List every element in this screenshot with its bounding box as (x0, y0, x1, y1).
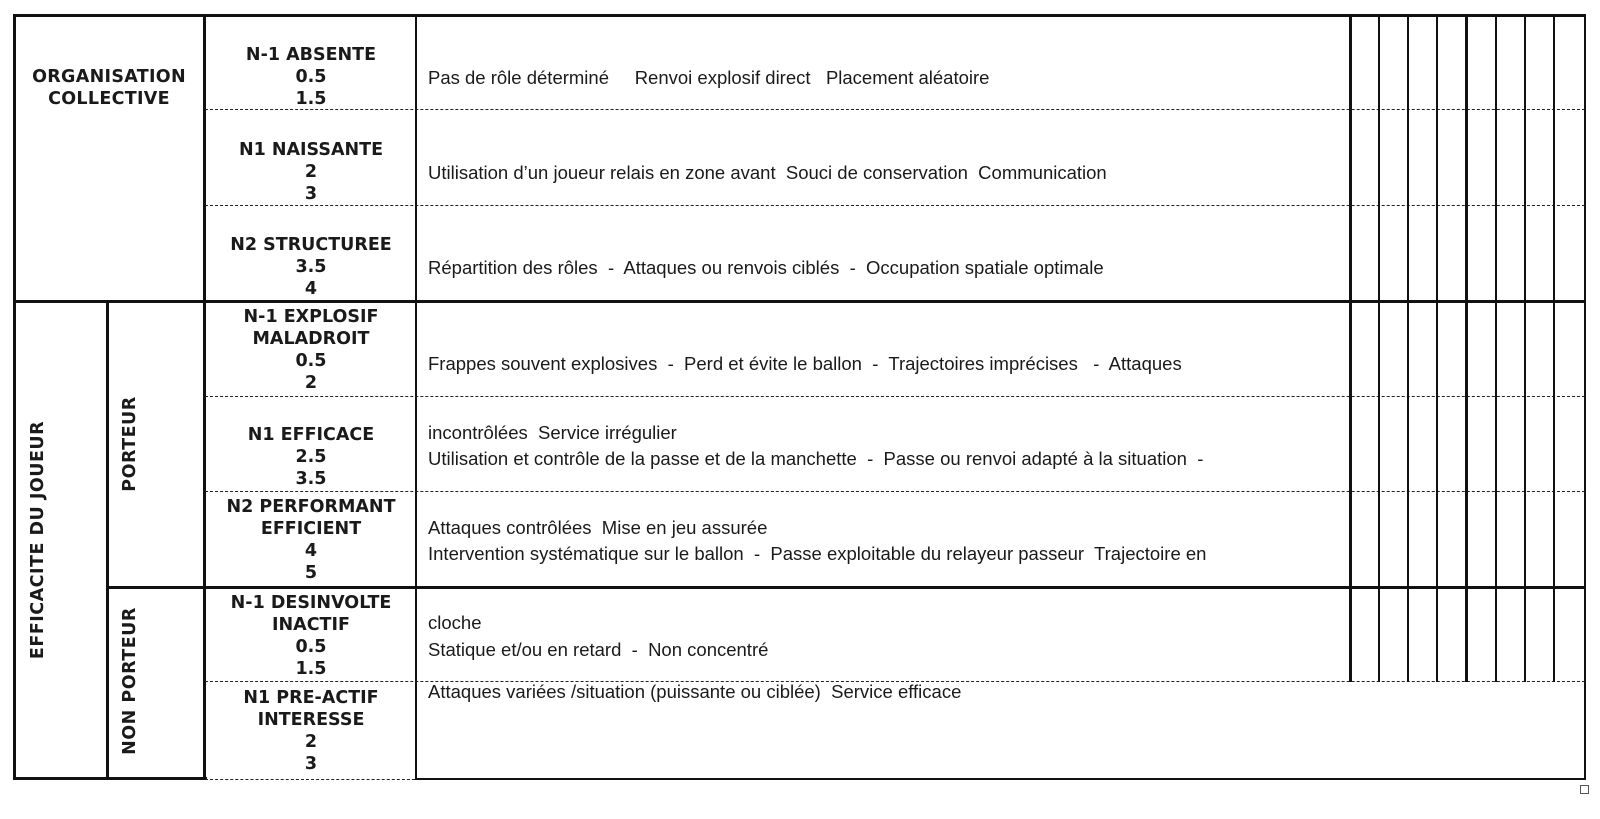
row-separator (205, 779, 415, 780)
score-column-line (1553, 14, 1555, 682)
description-line: Attaques variées /situation (puissante ou ciblée) Service efficace (428, 681, 962, 702)
score-column-line (1495, 14, 1497, 682)
level-score-min: 3.5 (295, 257, 327, 277)
level-cell (206, 687, 416, 775)
description-cell (428, 115, 1338, 207)
description-cell (428, 687, 1338, 756)
level-cell (206, 496, 416, 584)
level-score-min: 2 (304, 732, 318, 752)
level-cell (206, 234, 416, 300)
description-line: Utilisation d’un joueur relais en zone avant Souci de conservation Communication (428, 162, 1107, 183)
level-label: N1 PRE-ACTIF (243, 688, 379, 708)
level-label: N-1 ABSENTE (245, 45, 377, 65)
description-line: incontrôlées Service irrégulier (428, 422, 677, 443)
level-score-min: 0.5 (295, 67, 327, 87)
level-label: N-1 DESINVOLTE (230, 593, 392, 613)
category-organisation-collective: ORGANISATION COLLECTIVE (32, 67, 186, 109)
level-cell (206, 306, 416, 394)
category-efficacite-du-joueur: EFFICACITE DU JOUEUR (28, 420, 48, 660)
subcategory-divider (106, 302, 109, 780)
level-label: N1 NAISSANTE (238, 140, 384, 160)
level-score-min: 2 (304, 162, 318, 182)
level-sublabel: INTERESSE (257, 710, 365, 730)
level-sublabel: MALADROIT (252, 329, 370, 349)
level-score-max: 1.5 (295, 659, 327, 679)
score-column-line (1407, 14, 1409, 682)
description-line: Utilisation et contrôle de la passe et de la manchette - Passe ou renvoi adapté à la situation - (428, 448, 1204, 469)
level-cell (206, 139, 416, 205)
resize-handle[interactable] (1580, 785, 1589, 794)
level-cell (206, 424, 416, 490)
description-cell (428, 210, 1338, 302)
description-cell (428, 20, 1338, 112)
level-score-max: 3.5 (295, 469, 327, 489)
description-line: Pas de rôle déterminé Renvoi explosif direct Placement aléatoire (428, 67, 990, 88)
description-line: Intervention systématique sur le ballon - Passe exploitable du relayeur passeur Trajectoire en (428, 543, 1207, 564)
level-score-max: 1.5 (295, 89, 327, 109)
level-score-min: 0.5 (295, 351, 327, 371)
level-sublabel: INACTIF (272, 615, 350, 635)
description-line: Attaques contrôlées Mise en jeu assurée (428, 517, 768, 538)
description-line: Statique et/ou en retard - Non concentré (428, 639, 769, 660)
level-score-min: 0.5 (295, 637, 327, 657)
level-score-max: 5 (304, 563, 318, 583)
score-column-line (1465, 14, 1468, 682)
table-border-bottom (13, 777, 207, 780)
level-score-max: 4 (304, 279, 318, 299)
description-line: cloche (428, 612, 482, 633)
level-label: N1 EFFICACE (247, 425, 375, 445)
level-sublabel: EFFICIENT (260, 519, 362, 539)
score-column-line (1436, 14, 1438, 682)
level-cell (206, 592, 416, 680)
level-score-max: 3 (304, 184, 318, 204)
table-border-right (1584, 14, 1586, 780)
table-border-bottom-right (417, 778, 1586, 780)
level-score-max: 2 (304, 373, 318, 393)
level-score-min: 4 (304, 541, 318, 561)
level-label: N2 PERFORMANT (226, 497, 396, 517)
subcategory-porteur: PORTEUR (120, 396, 140, 492)
level-label: N2 STRUCTUREE (230, 235, 392, 255)
description-cell (428, 592, 1338, 684)
level-score-min: 2.5 (295, 447, 327, 467)
score-column-line (1349, 14, 1352, 682)
description-line: Frappes souvent explosives - Perd et évite le ballon - Trajectoires imprécises - Attaques (428, 353, 1182, 374)
table-border-left (13, 14, 16, 780)
description-line: Répartition des rôles - Attaques ou renvois ciblés - Occupation spatiale optimale (428, 257, 1104, 278)
subcategory-non-porteur: NON PORTEUR (120, 607, 140, 755)
level-cell (206, 44, 416, 110)
score-column-line (1524, 14, 1526, 682)
score-column-line (1378, 14, 1380, 682)
level-score-max: 3 (304, 754, 318, 774)
level-label: N-1 EXPLOSIF (243, 307, 379, 327)
